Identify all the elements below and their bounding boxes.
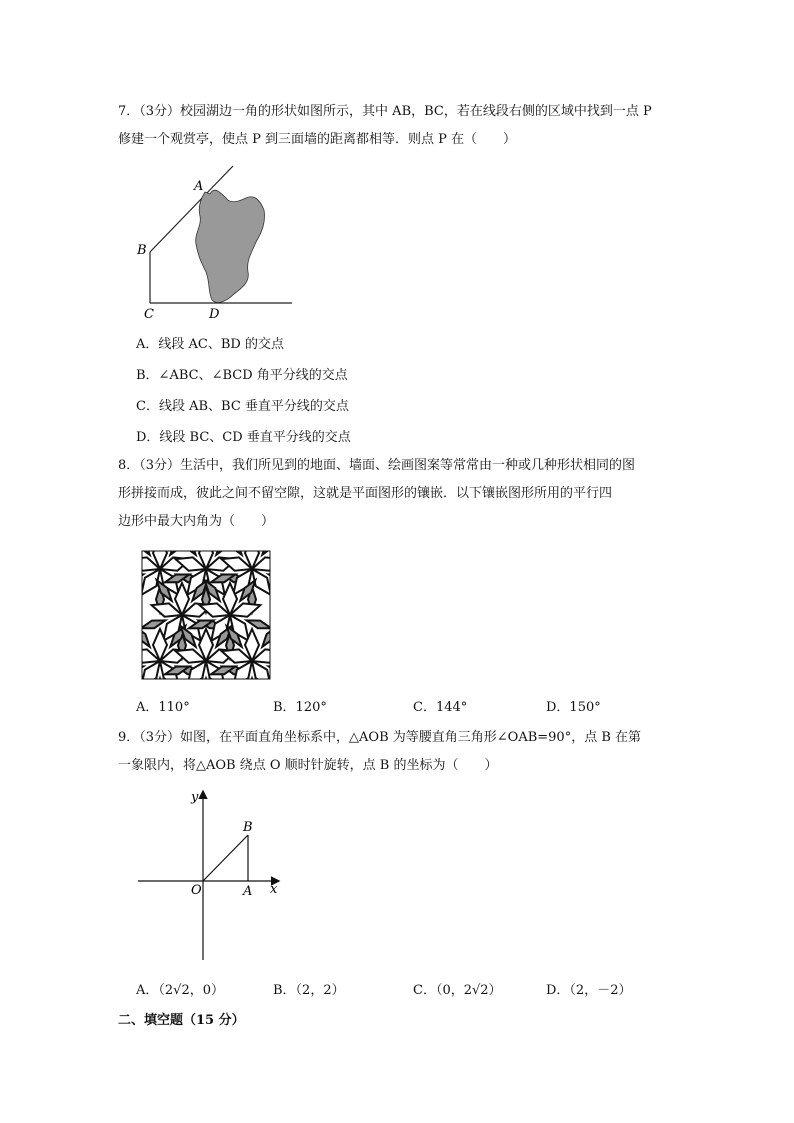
q8-tessellation-figure [142, 551, 270, 679]
label-x: x [270, 882, 278, 897]
label-d: D [209, 307, 220, 322]
label-y: y [191, 790, 199, 805]
q7-figure [130, 160, 310, 325]
q9-line2: 一象限内，将△AOB 绕点 O 顺时针旋转，点 B 的坐标为（ ） [118, 758, 498, 773]
label-b: B [137, 243, 147, 258]
q8-option-d[interactable]: D．150° [546, 700, 601, 715]
q7-option-d[interactable]: D．线段 BC、CD 垂直平分线的交点 [136, 430, 351, 445]
q8-option-c[interactable]: C．144° [413, 700, 468, 715]
q9-option-d[interactable]: D．（2，－2） [546, 983, 632, 998]
q8-options [136, 696, 656, 716]
label-a: A [243, 884, 253, 899]
rhombus-tile [269, 574, 293, 582]
label-a: A [194, 179, 204, 194]
q8-line3: 边形中最大内角为（ ） [118, 514, 275, 529]
section-2-heading: 二、填空题（15 分） [118, 1013, 245, 1028]
q8-option-b[interactable]: B．120° [273, 700, 327, 715]
q9-coordinate-figure [138, 787, 288, 962]
label-c: C [144, 307, 154, 322]
rhombus-tile [119, 574, 143, 582]
q9-options [136, 979, 656, 999]
label-b: B [243, 820, 253, 835]
q7-line2: 修建一个观赏亭，使点 P 到三面墙的距离都相等．则点 P 在（ ） [118, 132, 517, 147]
q9-option-b[interactable]: B．（2，2） [273, 983, 345, 998]
q9-option-c[interactable]: C．（0，2√2） [413, 983, 502, 998]
segment-ob [203, 835, 248, 881]
q7-option-c[interactable]: C．线段 AB、BC 垂直平分线的交点 [136, 399, 349, 414]
label-o: O [191, 883, 202, 898]
q8-option-a[interactable]: A．110° [136, 700, 190, 715]
q7-option-b[interactable]: B．∠ABC、∠BCD 角平分线的交点 [136, 368, 348, 383]
q9-line1: 9．（3分）如图，在平面直角坐标系中，△AOB 为等腰直角三角形∠OAB=90°，点 B 在第 [118, 730, 642, 745]
q7-line1: 7．（3分）校园湖边一角的形状如图所示，其中 AB，BC，若在线段右侧的区域中找到一点 P [118, 104, 652, 119]
rhombus-tile [269, 666, 293, 674]
q7-option-a[interactable]: A．线段 AC、BD 的交点 [136, 337, 284, 352]
question-9 [118, 724, 678, 780]
question-8 [118, 452, 678, 536]
q8-line1: 8．（3分）生活中，我们所见到的地面、墙面、绘画图案等常常由一种或几种形状相同的图 [118, 458, 636, 473]
question-7 [118, 98, 678, 154]
q8-line2: 形拼接而成，彼此之间不留空隙，这就是平面图形的镶嵌．以下镶嵌图形所用的平行四 [118, 486, 613, 501]
lake-shape [196, 190, 265, 302]
q9-option-a[interactable]: A．（2√2，0） [136, 983, 224, 998]
rhombus-tile [119, 666, 143, 674]
